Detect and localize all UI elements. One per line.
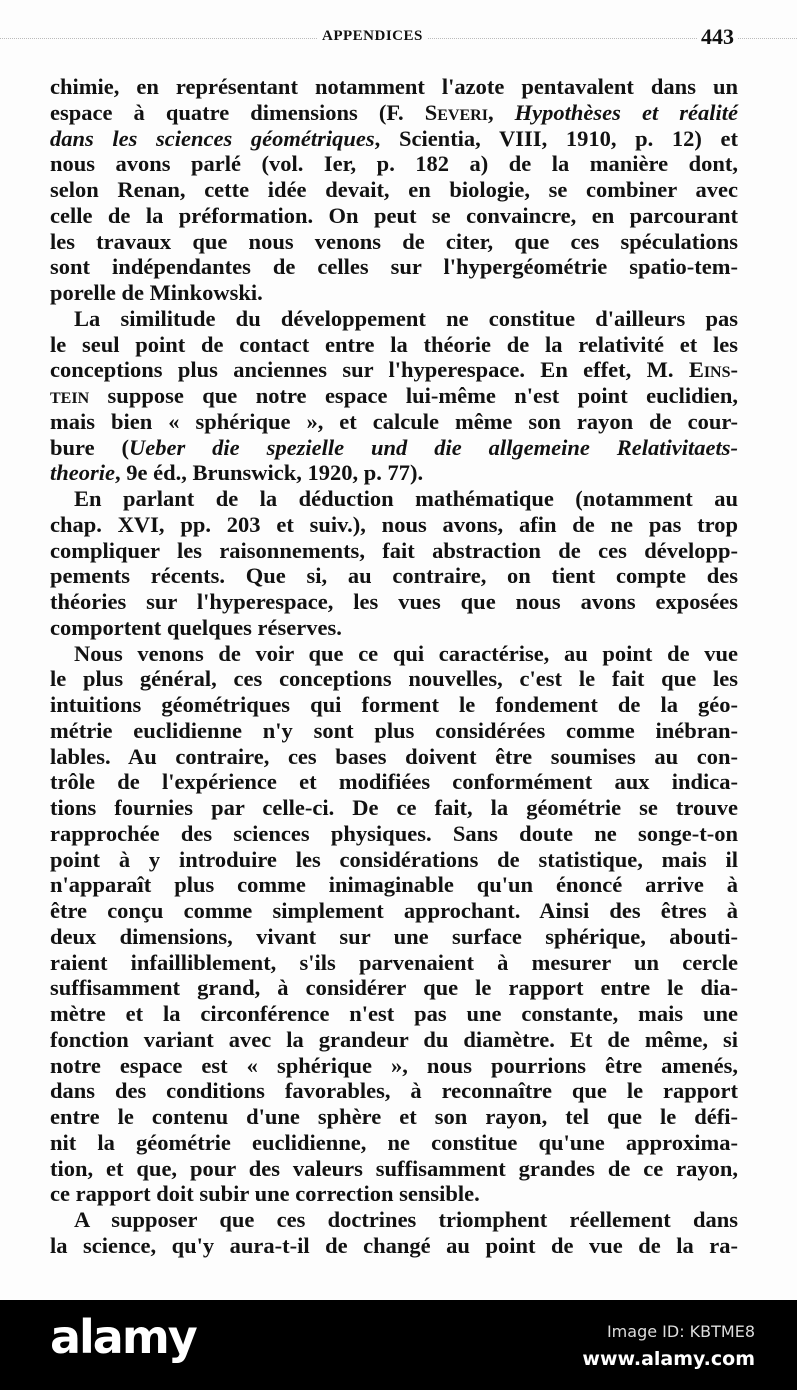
text-line <box>50 795 738 821</box>
text-span: chimie, en représentant notamment l'azote pentavalent dans un <box>50 74 738 99</box>
text-span: entre le contenu d'une sphère et son rayon, tel que le défi- <box>50 1104 738 1129</box>
text-span: A supposer que ces doctrines triomphent réellement dans <box>74 1207 738 1232</box>
text-span: , <box>487 99 515 125</box>
text-span: conceptions plus anciennes sur l'hyperespace. En effet, M. <box>50 357 689 383</box>
text-line <box>50 1233 738 1259</box>
text-line <box>50 435 738 461</box>
text-span: le plus général, ces conceptions nouvelles, c'est le fait que les <box>50 666 738 692</box>
running-head <box>0 24 797 50</box>
text-span: , Scientia, VIII, 1910, p. 12) et <box>374 125 739 151</box>
page-number: 443 <box>697 24 738 50</box>
text-span: compliquer les raisonnements, fait abstraction de ces développ- <box>50 537 738 563</box>
text-span: deux dimensions, vivant sur une surface sphérique, abouti- <box>50 923 738 949</box>
text-line <box>50 641 738 667</box>
text-line <box>50 126 738 152</box>
site-url: www.alamy.com <box>582 1348 755 1370</box>
text-span: nous avons parlé (vol. Ier, p. 182 a) de la manière dont, <box>50 151 738 177</box>
watermark-banner <box>0 1300 797 1390</box>
text-span: sont indépendantes de celles sur l'hypergéométrie spatio-tem- <box>50 254 738 280</box>
text-line <box>50 1078 738 1104</box>
text-line <box>50 1027 738 1053</box>
text-line <box>50 357 738 383</box>
text-span: les travaux que nous venons de citer, que ces spéculations <box>50 228 738 254</box>
text-line <box>50 692 738 718</box>
text-span: nit la géométrie euclidienne, ne constitue qu'une approxima- <box>50 1129 738 1155</box>
text-line <box>50 615 738 641</box>
text-span: La similitude du développement ne constitue d'ailleurs pas <box>74 305 738 331</box>
text-span: celle de la préformation. On peut se convaincre, en parcourant <box>50 202 738 228</box>
text-span: rapprochée des sciences physiques. Sans doute ne songe-t-on <box>50 820 738 846</box>
text-span: suffisamment grand, à considérer que le rapport entre le dia- <box>50 975 738 1001</box>
text-line <box>50 409 738 435</box>
text-span: lables. Au contraire, ces bases doivent être soumises au con- <box>50 743 738 769</box>
text-span: dans des conditions favorables, à reconnaître que le rapport <box>50 1078 738 1104</box>
text-span: fonction variant avec la grandeur du diamètre. Et de même, si <box>50 1026 738 1052</box>
text-line <box>50 589 738 615</box>
text-span: théories sur l'hyperespace, les vues que nous avons exposées <box>50 589 738 614</box>
alamy-logo: alamy <box>50 1310 196 1364</box>
text-span: Nous venons de voir que ce qui caractérise, au point de vue <box>74 640 738 666</box>
small-caps-name: tein <box>50 383 90 408</box>
text-line <box>50 769 738 795</box>
text-span: espace à quatre dimensions (F. <box>50 99 425 125</box>
text-line <box>50 512 738 538</box>
text-span: suppose que notre espace lui-même n'est point euclidien, <box>89 383 738 408</box>
text-line <box>50 203 738 229</box>
text-line <box>50 151 738 177</box>
text-line <box>50 872 738 898</box>
text-line <box>50 847 738 873</box>
small-caps-name: Severi <box>424 99 488 125</box>
text-span: , 9e éd., Brunswick, 1920, p. 77). <box>115 460 424 486</box>
italic-text: theorie <box>50 460 115 486</box>
text-line <box>50 383 738 409</box>
text-span: intuitions géométriques qui forment le fondement de la géo- <box>50 692 738 717</box>
text-line <box>50 1053 738 1079</box>
text-line <box>50 538 738 564</box>
text-line <box>50 744 738 770</box>
text-span: la science, qu'y aura-t-il de changé au point de vue de la ra- <box>50 1232 738 1258</box>
text-span: mais bien « sphérique », et calcule même son rayon de cour- <box>50 408 738 434</box>
text-span: n'apparaît plus comme inimaginable qu'un énoncé arrive à <box>50 872 738 898</box>
text-span: être conçu comme simplement approchant. Ainsi des êtres à <box>50 898 738 923</box>
text-span: ce rapport doit subir une correction sensible. <box>50 1181 480 1207</box>
text-span: porelle de Minkowski. <box>50 280 263 305</box>
text-span: mètre et la circonférence n'est pas une constante, mais une <box>50 1001 738 1026</box>
text-span: comportent quelques réserves. <box>50 614 342 640</box>
body-text <box>50 74 738 1259</box>
text-line <box>50 460 738 486</box>
text-line <box>50 280 738 306</box>
text-line <box>50 975 738 1001</box>
small-caps-name: Eins- <box>688 357 738 383</box>
text-line <box>50 1181 738 1207</box>
text-span: tion, et que, pour des valeurs suffisamment grandes de ce rayon, <box>50 1155 738 1181</box>
text-line <box>50 177 738 203</box>
text-span: chap. XVI, pp. 203 et suiv.), nous avons, afin de ne pas trop <box>50 511 738 537</box>
italic-text: Ueber die spezielle und die allgemeine Relativitaets- <box>129 434 738 460</box>
image-id: Image ID: KBTME8 <box>606 1322 755 1341</box>
text-line <box>50 924 738 950</box>
text-line <box>50 950 738 976</box>
text-line <box>50 1156 738 1182</box>
text-span: raient infailliblement, s'ils parvenaient à mesurer un cercle <box>50 949 738 975</box>
text-line <box>50 229 738 255</box>
text-span: trôle de l'expérience et modifiées conformément aux indica- <box>50 769 738 795</box>
running-head-title: APPENDICES <box>318 28 427 45</box>
text-line <box>50 898 738 924</box>
text-span: selon Renan, cette idée devait, en biologie, se combiner avec <box>50 177 738 202</box>
text-line <box>50 821 738 847</box>
text-line <box>50 666 738 692</box>
text-line <box>50 486 738 512</box>
text-line <box>50 100 738 126</box>
italic-text: dans les sciences géométriques <box>50 125 375 151</box>
text-line <box>50 74 738 100</box>
text-span: pements récents. Que si, au contraire, on tient compte des <box>50 563 738 589</box>
text-span: point à y introduire les considérations de statistique, mais il <box>50 846 738 872</box>
italic-text: Hypothèses et réalité <box>514 99 739 125</box>
text-line <box>50 563 738 589</box>
text-line <box>50 1207 738 1233</box>
text-span: notre espace est « sphérique », nous pourrions être amenés, <box>50 1052 738 1078</box>
text-line <box>50 1001 738 1027</box>
text-span: tions fournies par celle-ci. De ce fait, la géométrie se trouve <box>50 795 738 820</box>
text-span: le seul point de contact entre la théorie de la relativité et les <box>50 331 738 357</box>
text-line <box>50 1104 738 1130</box>
text-span: bure ( <box>50 434 130 460</box>
text-line <box>50 718 738 744</box>
text-line <box>50 332 738 358</box>
text-line <box>50 1130 738 1156</box>
text-line <box>50 306 738 332</box>
text-span: métrie euclidienne n'y sont plus considérées comme inébran- <box>50 717 738 743</box>
text-span: En parlant de la déduction mathématique (notamment au <box>74 486 738 511</box>
text-line <box>50 254 738 280</box>
